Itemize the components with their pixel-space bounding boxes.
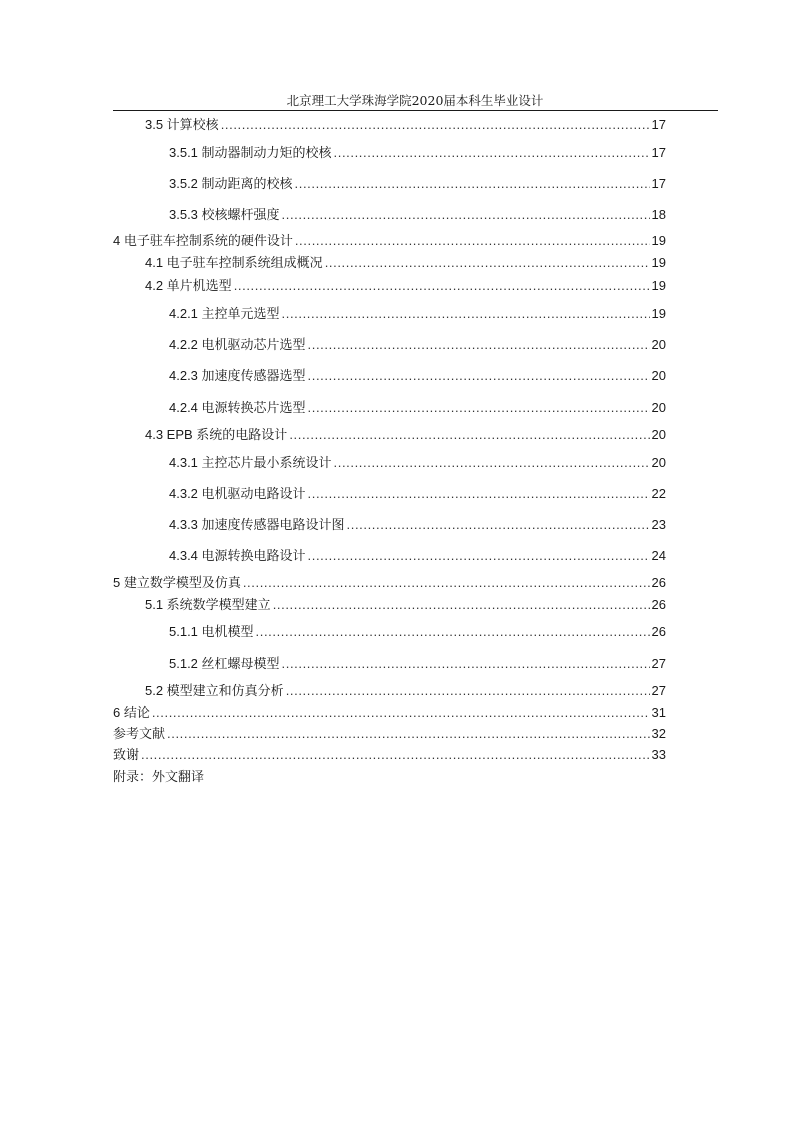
toc-dot-leader [308,336,650,354]
toc-entry-title: 4 电子驻车控制系统的硬件设计 [113,233,293,248]
toc-entry-page: 23 [651,517,666,532]
toc-dot-leader [295,175,650,193]
toc-dot-leader [286,682,650,700]
toc-entry-page: 17 [651,117,666,132]
toc-entry-5-1[interactable] [145,596,666,614]
toc-entry-6[interactable] [113,704,666,722]
toc-entry-5[interactable] [113,574,666,592]
toc-entry-title: 5.1.1 电机模型 [169,624,254,639]
toc-entry-3-5-3[interactable] [169,206,666,224]
toc-entry-page: 33 [651,747,666,762]
toc-dot-leader [234,277,650,295]
toc-entry-title: 4.3.2 电机驱动电路设计 [169,486,306,501]
toc-entry-3-5-2[interactable] [169,175,666,193]
toc-entry-page: 17 [651,176,666,191]
toc-dot-leader [308,547,650,565]
toc-entry-3-5-1[interactable] [169,144,666,162]
toc-entry-title: 致谢 [113,747,140,762]
toc-entry-page: 27 [651,656,666,671]
toc-dot-leader [347,516,650,534]
toc-entry-5-1-1[interactable] [169,623,666,641]
toc-entry-title: 4.2.3 加速度传感器选型 [169,368,306,383]
toc-entry-5-2[interactable] [145,682,666,700]
toc-dot-leader [282,305,650,323]
toc-entry-title: 5 建立数学模型及仿真 [113,575,241,590]
toc-entry-page: 20 [651,427,666,442]
toc-entry-page: 20 [651,337,666,352]
page-header: 北京理工大学珠海学院2020届本科生毕业设计 [286,93,544,108]
toc-entry-page: 20 [651,368,666,383]
toc-entry-page: 24 [651,548,666,563]
toc-entry-4-2-2[interactable] [169,336,666,354]
toc-entry-title: 参考文献 [113,726,166,741]
toc-entry-4[interactable] [113,232,666,250]
toc-dot-leader [256,623,650,641]
toc-entry-title: 5.1 系统数学模型建立 [145,597,271,612]
toc-entry-page: 20 [651,400,666,415]
toc-dot-leader [221,116,650,134]
toc-entry-title: 3.5.2 制动距离的校核 [169,176,293,191]
toc-entry-4-3-3[interactable] [169,516,666,534]
toc-entry-4-2-4[interactable] [169,399,666,417]
toc-entry-page: 17 [651,145,666,160]
toc-entry-4-2-3[interactable] [169,367,666,385]
toc-entry-appendix[interactable]: 附录：外文翻译 [113,770,205,785]
toc-dot-leader [308,367,650,385]
toc-entry-title: 3.5 计算校核 [145,117,219,132]
toc-dot-leader [282,655,650,673]
toc-entry-4-2[interactable] [145,277,666,295]
toc-entry-page: 19 [651,233,666,248]
toc-dot-leader [334,454,650,472]
toc-dot-leader [295,232,650,250]
toc-dot-leader [167,725,650,743]
toc-entry-title: 4.3 EPB 系统的电路设计 [145,427,288,442]
toc-dot-leader [308,399,650,417]
toc-entry-title: 4.2 单片机选型 [145,278,232,293]
toc-dot-leader [308,485,650,503]
toc-entry-page: 26 [651,624,666,639]
toc-entry-page: 26 [651,597,666,612]
toc-entry-page: 18 [651,207,666,222]
toc-entry-page: 27 [651,683,666,698]
toc-entry-4-3[interactable] [145,426,666,444]
toc-dot-leader [141,746,650,764]
toc-entry-title: 4.3.1 主控芯片最小系统设计 [169,455,332,470]
toc-entry-title: 3.5.3 校核螺杆强度 [169,207,280,222]
toc-dot-leader [289,426,649,444]
toc-entry-title: 4.3.4 电源转换电路设计 [169,548,306,563]
toc-entry-4-1[interactable] [145,254,666,272]
toc-dot-leader [243,574,650,592]
toc-entry-title: 4.2.2 电机驱动芯片选型 [169,337,306,352]
toc-entry-title: 4.2.1 主控单元选型 [169,306,280,321]
toc-entry-4-2-1[interactable] [169,305,666,323]
toc-entry-page: 32 [651,726,666,741]
toc-entry-title: 4.1 电子驻车控制系统组成概况 [145,255,323,270]
toc-entry-acknowledgements[interactable] [113,746,666,764]
toc-entry-title: 5.1.2 丝杠螺母模型 [169,656,280,671]
toc-entry-page: 20 [651,455,666,470]
toc-dot-leader [282,206,650,224]
toc-entry-4-3-1[interactable] [169,454,666,472]
toc-entry-page: 31 [651,705,666,720]
toc-entry-4-3-2[interactable] [169,485,666,503]
toc-entry-references[interactable] [113,725,666,743]
toc-entry-3-5[interactable] [145,116,666,134]
toc-dot-leader [273,596,650,614]
toc-entry-title: 6 结论 [113,705,150,720]
toc-entry-title: 3.5.1 制动器制动力矩的校核 [169,145,332,160]
toc-dot-leader [152,704,650,722]
toc-entry-5-1-2[interactable] [169,655,666,673]
toc-dot-leader [325,254,650,272]
toc-entry-title: 4.2.4 电源转换芯片选型 [169,400,306,415]
toc-entry-page: 26 [651,575,666,590]
toc-entry-page: 19 [651,306,666,321]
toc-entry-page: 22 [651,486,666,501]
toc-entry-4-3-4[interactable] [169,547,666,565]
toc-entry-title: 5.2 模型建立和仿真分析 [145,683,284,698]
toc-entry-page: 19 [651,255,666,270]
toc-entry-page: 19 [651,278,666,293]
toc-dot-leader [334,144,650,162]
toc-entry-title: 4.3.3 加速度传感器电路设计图 [169,517,345,532]
